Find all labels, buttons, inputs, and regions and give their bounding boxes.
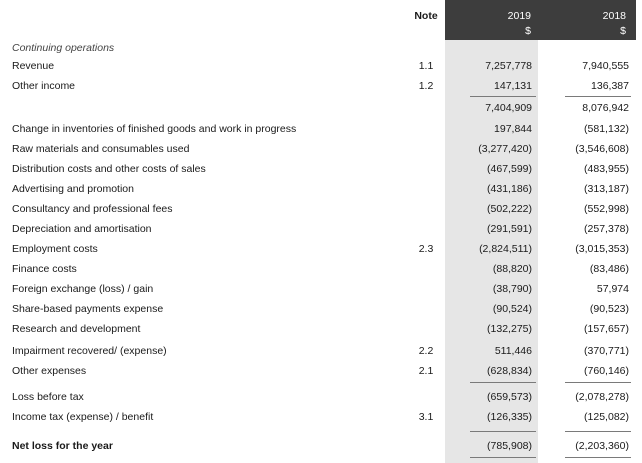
subtotal-rule-2018 bbox=[565, 96, 631, 97]
table-row bbox=[0, 243, 642, 261]
row-label: Loss before tax bbox=[12, 391, 84, 403]
subtotal-rule-2019 bbox=[470, 96, 536, 97]
value-2019: (126,335) bbox=[487, 411, 532, 423]
value-2018: (90,523) bbox=[589, 303, 629, 315]
table-row bbox=[0, 345, 642, 363]
value-2019: (291,591) bbox=[487, 223, 532, 235]
value-2018: (257,378) bbox=[584, 223, 629, 235]
table-row bbox=[0, 283, 642, 301]
currency-2018-header: $ bbox=[620, 25, 626, 37]
table-row bbox=[0, 303, 642, 321]
note-column-header: Note bbox=[414, 10, 438, 22]
table-row bbox=[0, 143, 642, 161]
row-label: Revenue bbox=[12, 60, 55, 72]
row-note: 2.1 bbox=[418, 365, 434, 377]
section-heading-row bbox=[0, 42, 642, 60]
value-2018: (83,486) bbox=[589, 263, 629, 275]
table-row bbox=[0, 163, 642, 181]
row-label: Income tax (expense) / benefit bbox=[12, 411, 154, 423]
value-2018: (483,955) bbox=[584, 163, 629, 175]
row-note: 1.2 bbox=[418, 80, 434, 92]
value-2018: (760,146) bbox=[584, 365, 629, 377]
value-2019: 511,446 bbox=[494, 345, 532, 357]
value-2018: (370,771) bbox=[584, 345, 629, 357]
row-label: Finance costs bbox=[12, 263, 77, 275]
value-2019: (431,186) bbox=[487, 183, 532, 195]
row-label: Advertising and promotion bbox=[12, 183, 134, 195]
value-2018: 7,940,555 bbox=[582, 60, 629, 72]
table-row bbox=[0, 80, 642, 98]
value-2019: (88,820) bbox=[492, 263, 532, 275]
value-2019: (628,834) bbox=[487, 365, 532, 377]
year-2019-header: 2019 bbox=[507, 10, 531, 22]
value-2019: 147,131 bbox=[494, 80, 532, 92]
row-label: Consultancy and professional fees bbox=[12, 203, 173, 215]
table-row bbox=[0, 365, 642, 383]
value-2018: 136,387 bbox=[591, 80, 629, 92]
value-2018: (3,015,353) bbox=[575, 243, 629, 255]
value-2019: (785,908) bbox=[487, 440, 532, 452]
row-note: 1.1 bbox=[418, 60, 434, 72]
subtotal-row bbox=[0, 102, 642, 120]
value-2018: (581,132) bbox=[584, 123, 629, 135]
double-rule-2018 bbox=[565, 457, 631, 458]
value-2019: (38,790) bbox=[492, 283, 532, 295]
value-2019: (90,524) bbox=[492, 303, 532, 315]
currency-2019-header: $ bbox=[525, 25, 531, 37]
row-label: Net loss for the year bbox=[12, 440, 113, 452]
table-row bbox=[0, 123, 642, 141]
row-label: Other income bbox=[12, 80, 76, 92]
year-2018-header: 2018 bbox=[602, 10, 626, 22]
table-row bbox=[0, 263, 642, 281]
row-label: Employment costs bbox=[12, 243, 98, 255]
value-2019: (132,275) bbox=[487, 323, 532, 335]
row-label: Change in inventories of finished goods and work in progress bbox=[12, 123, 297, 135]
row-label: Impairment recovered/ (expense) bbox=[12, 345, 167, 357]
value-2018: (3,546,608) bbox=[575, 143, 629, 155]
value-2018: (157,657) bbox=[584, 323, 629, 335]
value-2018: 57,974 bbox=[596, 283, 629, 295]
value-2019: 7,404,909 bbox=[485, 102, 532, 114]
value-2019: (467,599) bbox=[487, 163, 532, 175]
value-2018: (552,998) bbox=[584, 203, 629, 215]
net-loss-row bbox=[0, 440, 642, 458]
value-2019: (2,824,511) bbox=[479, 243, 532, 255]
double-rule-2019 bbox=[470, 457, 536, 458]
total-rule-2019 bbox=[470, 382, 536, 383]
net-rule-2019 bbox=[470, 431, 536, 432]
row-label: Share-based payments expense bbox=[12, 303, 164, 315]
table-row bbox=[0, 391, 642, 409]
row-label: Depreciation and amortisation bbox=[12, 223, 152, 235]
value-2018: (125,082) bbox=[584, 411, 629, 423]
value-2019: (3,277,420) bbox=[478, 143, 532, 155]
value-2019: 7,257,778 bbox=[485, 60, 532, 72]
row-label: Research and development bbox=[12, 323, 141, 335]
value-2018: (313,187) bbox=[584, 183, 629, 195]
row-label: Foreign exchange (loss) / gain bbox=[12, 283, 154, 295]
value-2019: (502,222) bbox=[487, 203, 532, 215]
value-2019: (659,573) bbox=[487, 391, 532, 403]
table-row bbox=[0, 203, 642, 221]
table-row bbox=[0, 411, 642, 429]
net-rule-2018 bbox=[565, 431, 631, 432]
row-label: Raw materials and consumables used bbox=[12, 143, 190, 155]
value-2018: (2,203,360) bbox=[575, 440, 629, 452]
value-2018: 8,076,942 bbox=[582, 102, 629, 114]
row-label: Other expenses bbox=[12, 365, 87, 377]
table-row bbox=[0, 223, 642, 241]
table-row bbox=[0, 323, 642, 341]
value-2018: (2,078,278) bbox=[575, 391, 629, 403]
row-label: Distribution costs and other costs of sales bbox=[12, 163, 206, 175]
value-2019: 197,844 bbox=[494, 123, 532, 135]
row-note: 2.2 bbox=[418, 345, 434, 357]
row-note: 3.1 bbox=[418, 411, 434, 423]
total-rule-2018 bbox=[565, 382, 631, 383]
table-row bbox=[0, 60, 642, 78]
row-note: 2.3 bbox=[418, 243, 434, 255]
year-header-band bbox=[445, 0, 636, 40]
table-row bbox=[0, 183, 642, 201]
section-heading: Continuing operations bbox=[12, 42, 115, 54]
